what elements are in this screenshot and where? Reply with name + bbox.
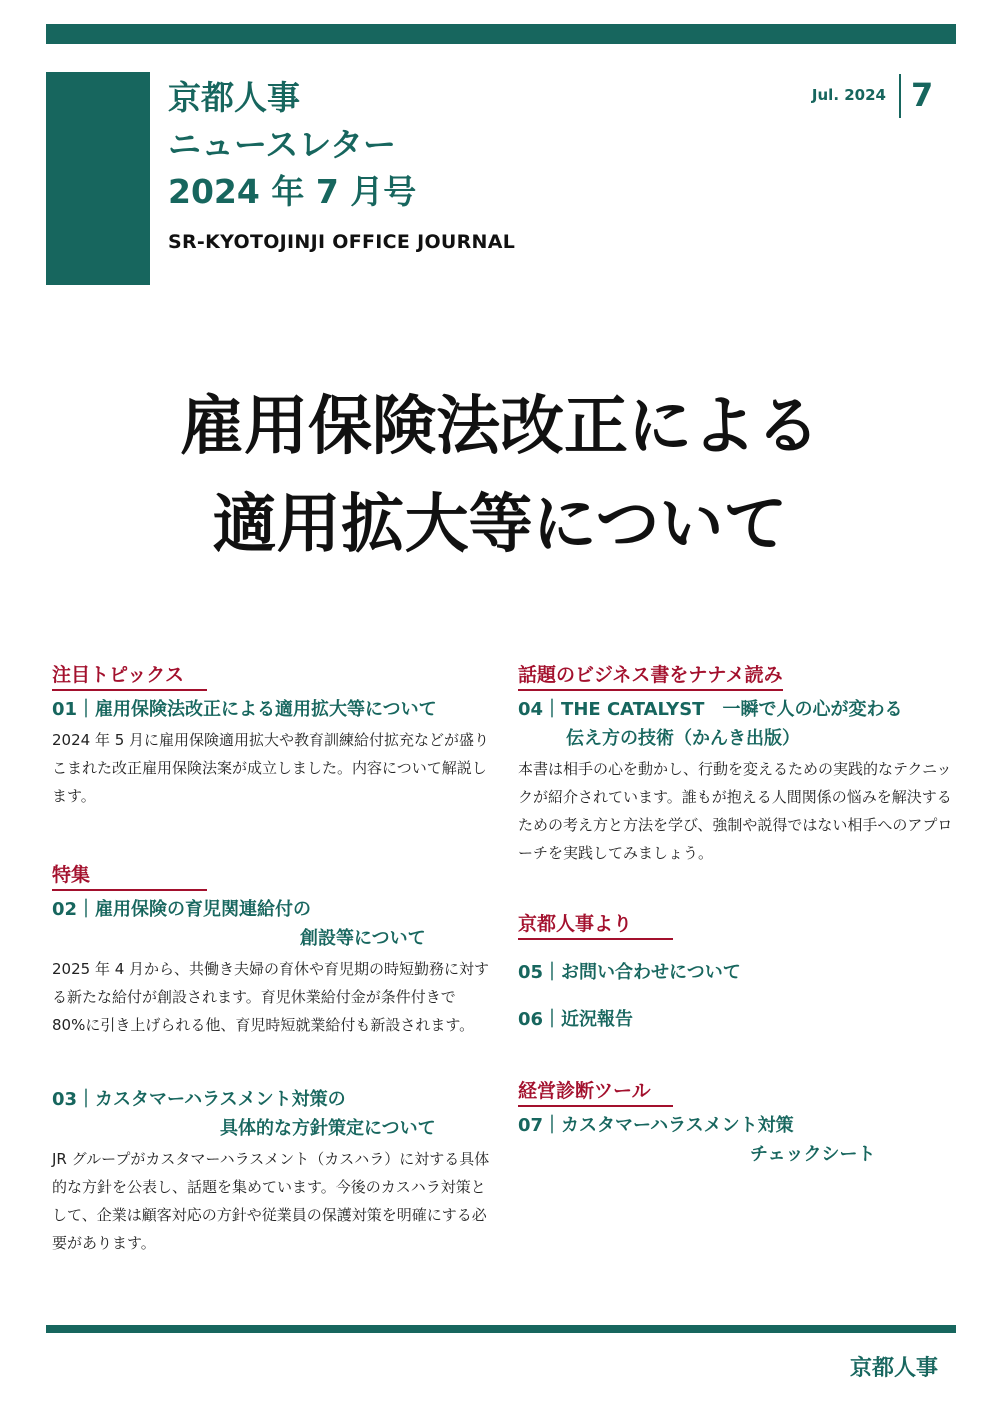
books-section-title: 話題のビジネス書をナナメ読み <box>518 660 783 691</box>
journal-name: SR-KYOTOJINJI OFFICE JOURNAL <box>168 231 516 253</box>
tool-07-title[interactable] <box>518 1111 958 1169</box>
brand-name: 京都人事 <box>168 78 300 117</box>
issue-date: Jul. 2024 <box>811 86 886 104</box>
feature-02-title[interactable] <box>52 895 492 953</box>
feature-03-title-line2: 具体的な方針策定について <box>220 1118 436 1139</box>
date-divider <box>899 74 901 118</box>
feature-02-title-line1: 02｜雇用保険の育児関連給付の <box>52 899 312 920</box>
book-04-body: 本書は相手の心を動かし、行動を変えるための実践的なテクニックが紹介されています。誰もが抱える人間関係の悩みを解決するための考え方と方法を学び、強制や説得ではない相手へのアプローチを実践してみましょう。 <box>518 760 953 862</box>
tool-07-title-line2: チェックシート <box>750 1144 876 1165</box>
feature-03-title-line1: 03｜カスタマーハラスメント対策の <box>52 1089 346 1110</box>
topics-section <box>52 660 492 810</box>
right-column <box>518 660 958 1169</box>
tools-section <box>518 1076 958 1169</box>
headline-line1: 雇用保険法改正による <box>180 390 820 464</box>
masthead-title <box>168 74 416 215</box>
left-column <box>52 660 492 1257</box>
topics-section-title: 注目トピックス <box>52 660 207 691</box>
tools-section-title: 経営診断ツール <box>518 1076 673 1107</box>
issue-number: 7 <box>911 76 934 114</box>
feature-03-body: JR グループがカスタマーハラスメント（カスハラ）に対する具体的な方針を公表し、話題を集めています。今後のカスハラ対策として、企業は顧客対応の方針や従業員の保護対策を明確にする必要があります。 <box>52 1150 490 1252</box>
book-04-title-line1: 04｜THE CATALYST 一瞬で人の心が変わる <box>518 699 903 720</box>
office-05-title[interactable]: 05｜お問い合わせについて <box>518 962 741 983</box>
feature-section <box>52 860 492 1257</box>
footer-brand: 京都人事 <box>849 1356 938 1381</box>
top-rule <box>46 24 956 44</box>
books-section <box>518 660 958 867</box>
topic-01-body: 2024 年 5 月に雇用保険適用拡大や教育訓練給付拡充などが盛りこまれた改正雇用保険法案が成立しました。内容について解説します。 <box>52 731 490 805</box>
headline-line2: 適用拡大等について <box>212 488 788 562</box>
feature-02-title-line2: 創設等について <box>300 928 426 949</box>
feature-03-title[interactable] <box>52 1085 492 1143</box>
feature-section-title: 特集 <box>52 860 207 891</box>
masthead-color-block <box>46 72 150 285</box>
office-06-title[interactable]: 06｜近況報告 <box>518 1009 634 1030</box>
office-section-title: 京都人事より <box>518 909 673 940</box>
issue-month: 2024 年 7 月号 <box>168 172 417 211</box>
office-section <box>518 909 958 1034</box>
book-04-title-line2: 伝え方の技術（かんき出版） <box>566 728 800 749</box>
tool-07-title-line1: 07｜カスタマーハラスメント対策 <box>518 1115 794 1136</box>
topic-01-title[interactable]: 01｜雇用保険法改正による適用拡大等について <box>52 699 437 720</box>
feature-02-body: 2025 年 4 月から、共働き夫婦の育休や育児期の時短勤務に対する新たな給付が創設されます。育児休業給付金が条件付きで 80%に引き上げられる他、育児時短就業給付も新設されます。 <box>52 960 490 1034</box>
main-headline <box>0 378 1000 574</box>
bottom-rule <box>46 1325 956 1333</box>
book-04-title[interactable] <box>518 695 958 753</box>
newsletter-label: ニュースレター <box>168 125 397 164</box>
